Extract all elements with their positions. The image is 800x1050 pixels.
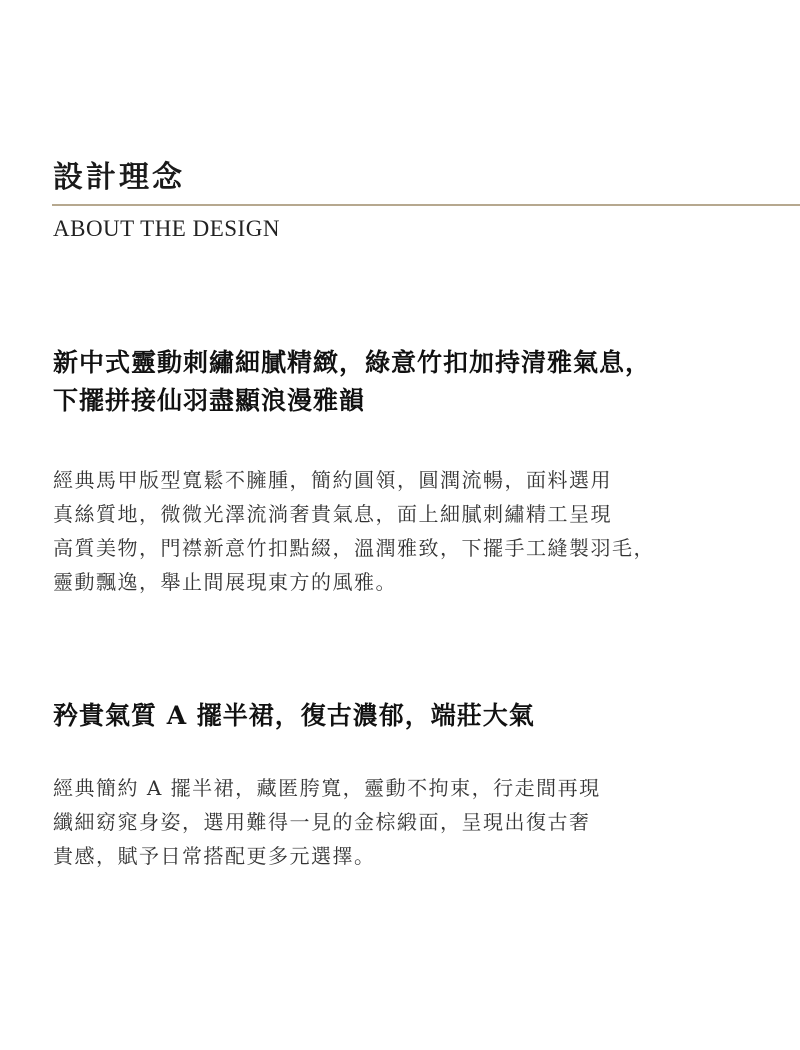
section-2-body-line-1: 經典簡約 A 擺半裙，藏匿胯寬，靈動不拘束，行走間再現 (53, 776, 601, 800)
section-1-body-line-4: 靈動飄逸，舉止間展現東方的風雅。 (53, 570, 397, 594)
page-title: 設計理念 (53, 160, 185, 195)
section-1-body-line-2: 真絲質地，微微光澤流淌奢貴氣息，面上細膩刺繡精工呈現 (53, 502, 612, 526)
section-2-body-line-3: 貴感，賦予日常搭配更多元選擇。 (53, 844, 376, 868)
page-subtitle: ABOUT THE DESIGN (53, 216, 280, 241)
section-1-heading-line-1: 新中式靈動刺繡細膩精緻，綠意竹扣加持清雅氣息， (53, 348, 652, 377)
section-1-heading (53, 344, 753, 420)
section-1-heading-line-2: 下擺拼接仙羽盡顯浪漫雅韻 (53, 386, 366, 415)
section-1-body-line-3: 高質美物，門襟新意竹扣點綴，溫潤雅致，下擺手工縫製羽毛， (53, 536, 655, 560)
section-2-body-block (53, 771, 753, 873)
section-2-heading-block (53, 697, 753, 735)
section-2-paragraph (53, 771, 753, 873)
section-2-heading (53, 697, 753, 735)
section-2-heading-line-1: 矜貴氣質 A 擺半裙，復古濃郁，端莊大氣 (53, 701, 535, 730)
section-1-heading-block (53, 344, 753, 420)
section-1-body-block (53, 463, 753, 599)
section-2-body-line-2: 纖細窈窕身姿，選用難得一見的金棕緞面，呈現出復古奢 (53, 810, 591, 834)
title-divider (52, 204, 800, 206)
section-1-paragraph (53, 463, 753, 599)
section-1-body-line-1: 經典馬甲版型寬鬆不臃腫，簡約圓領，圓潤流暢，面料選用 (53, 468, 612, 492)
